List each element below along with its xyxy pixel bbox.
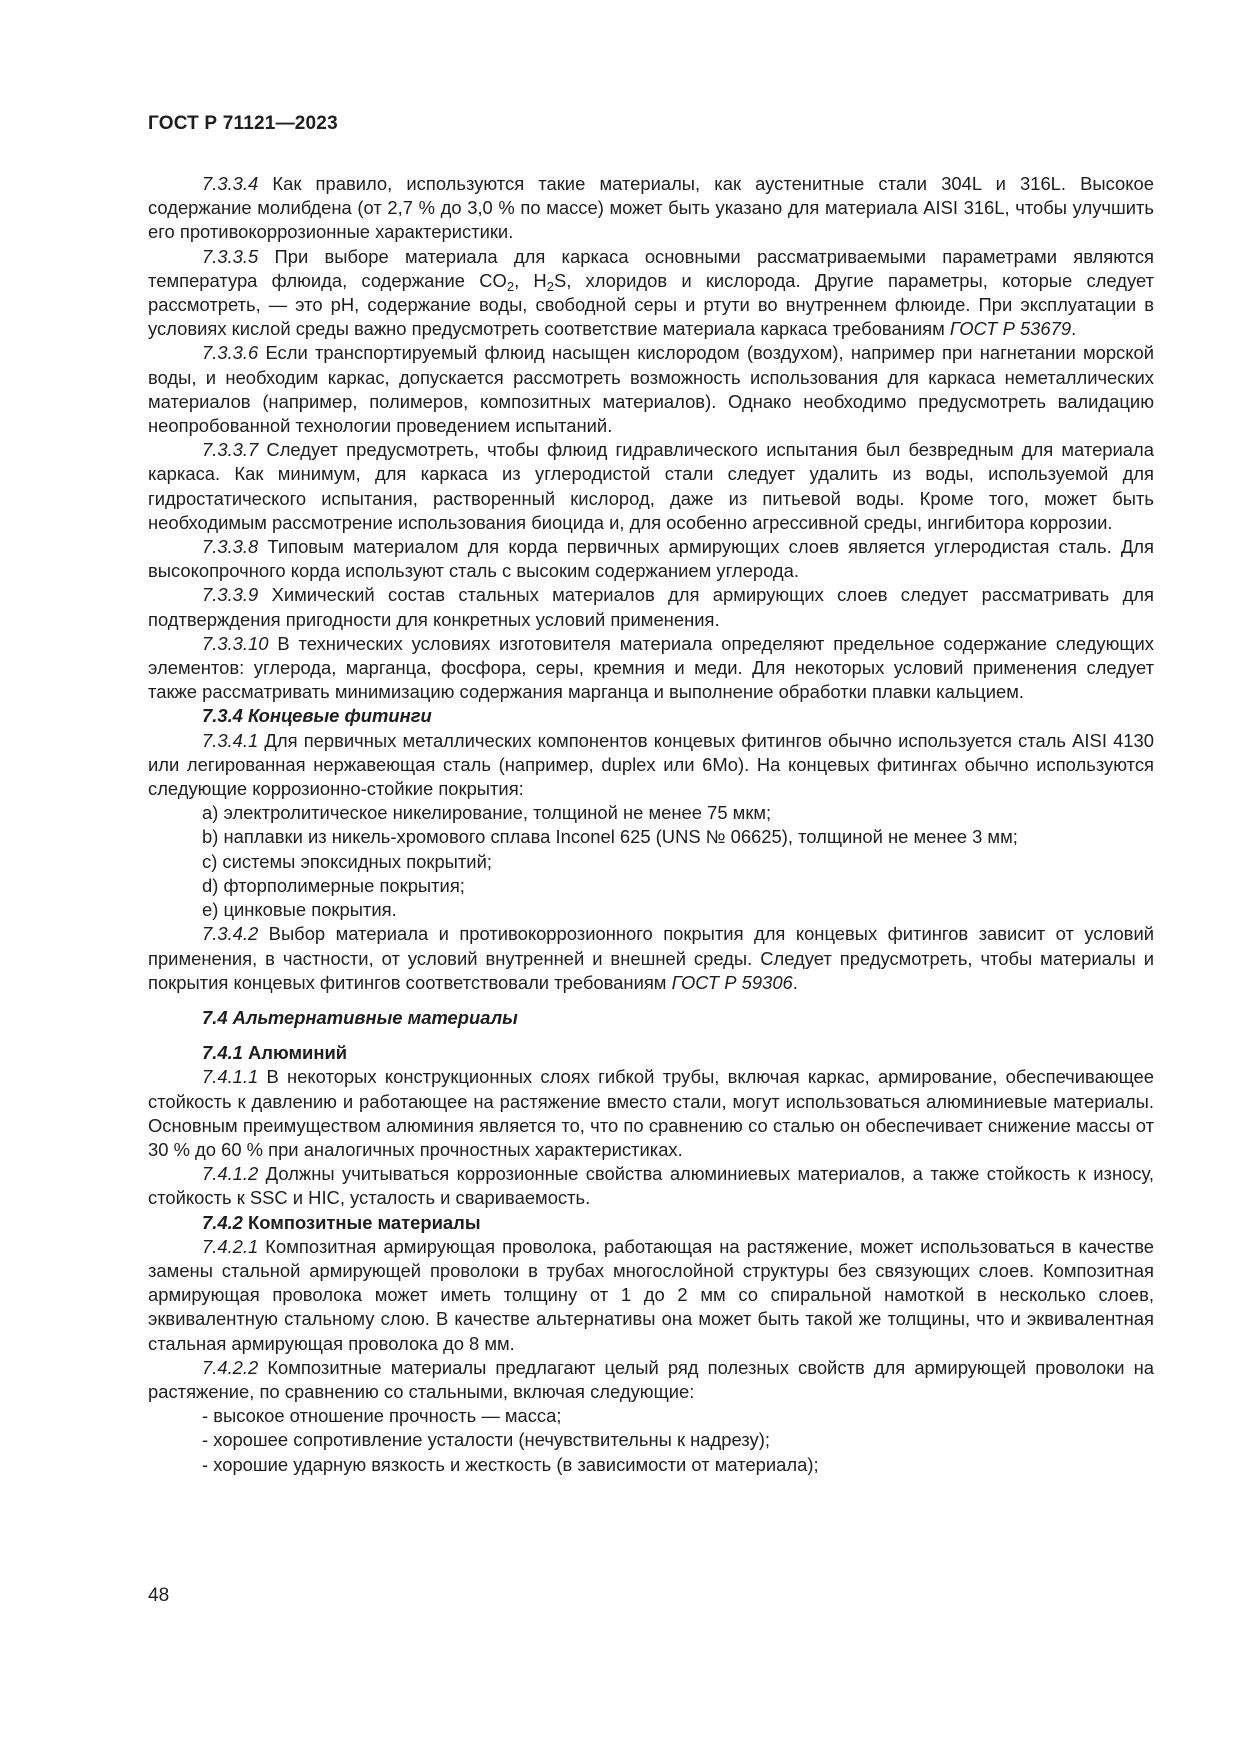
paragraph-text: . bbox=[792, 971, 798, 993]
paragraph-text: Если транспортируемый флюид насыщен кислородом (воздухом), например при нагнетании морской воды, и необходим каркас, допускается рассмотреть возможность использования для каркаса неметаллических материалов (например, полимеров, композитных материалов). Однако необходимо предусмотреть валидацию неопробованной технологии проведением испытаний. bbox=[148, 342, 1154, 437]
section-heading-7-3-4 bbox=[148, 704, 1154, 728]
clause-number: 7.4.1 bbox=[202, 1042, 243, 1064]
subsection-heading-7-4-2 bbox=[148, 1211, 1154, 1235]
clause-number: 7.3.4.1 bbox=[202, 729, 259, 751]
dash-list-item: - хорошее сопротивление усталости (нечувствительны к надрезу); bbox=[202, 1429, 770, 1451]
paragraph-7-4-2-2 bbox=[148, 1356, 1154, 1404]
paragraph-7-3-3-4 bbox=[148, 172, 1154, 245]
paragraph-7-3-3-7 bbox=[148, 438, 1154, 535]
clause-number: 7.3.3.6 bbox=[202, 342, 259, 364]
paragraph-text: Для первичных металлических компонентов концевых фитингов обычно используется сталь AISI 4130 или легированная нержавеющая сталь (например, duplex или 6Mo). На концевых фитингах обычно используются следующие коррозионно-стойкие покрытия: bbox=[148, 729, 1154, 800]
paragraph-text: Химический состав стальных материалов для армирующих слоев следует рассматривать для подтверждения пригодности для конкретных условий применения. bbox=[148, 584, 1154, 630]
subscript: 2 bbox=[546, 278, 554, 294]
clause-number: 7.3.3.5 bbox=[202, 245, 259, 267]
list-item: b) наплавки из никель-хромового сплава Inconel 625 (UNS № 06625), толщиной не менее 3 мм; bbox=[202, 826, 1018, 848]
subscript: 2 bbox=[506, 278, 515, 294]
page-number: 48 bbox=[148, 1585, 170, 1606]
section-heading: 7.4 Альтернативные материалы bbox=[202, 1006, 518, 1028]
paragraph-text: S, хлоридов и кислорода. Другие параметры, которые следует рассмотреть, — это pH, содержание воды, свободной серы и ртути во внутреннем флюиде. При эксплуатации в условиях кислой среды важно предусмотреть соответствие материала каркаса требованиям bbox=[148, 269, 1154, 340]
paragraph-7-3-3-5 bbox=[148, 245, 1154, 342]
paragraph-7-3-3-10 bbox=[148, 632, 1154, 705]
paragraph-text: Как правило, используются такие материалы, как аустенитные стали 304L и 316L. Высокое содержание молибдена (от 2,7 % до 3,0 % по массе) может быть указано для материала AISI 316L, чтобы улучшить его противокоррозионные характеристики. bbox=[148, 173, 1154, 243]
clause-number: 7.3.3.10 bbox=[202, 632, 269, 654]
clause-number: 7.4.2.2 bbox=[202, 1356, 259, 1378]
clause-number: 7.4.2 bbox=[202, 1211, 243, 1233]
list-item: c) системы эпоксидных покрытий; bbox=[202, 850, 492, 872]
paragraph-text: Следует предусмотреть, чтобы флюид гидравлического испытания был безвредным для материала каркаса. Как минимум, для каркаса из углеродистой стали следует удалить из воды, используемой для гидростатического испытания, растворенный кислород, даже из питьевой воды. Кроме того, может быть необходимым рассмотрение использования биоцида и, для особенно агрессивной среды, ингибитора коррозии. bbox=[148, 439, 1154, 533]
paragraph-text: Композитные материалы предлагают целый ряд полезных свойств для армирующей проволоки на растяжение, по сравнению со стальными, включая следующие: bbox=[148, 1356, 1154, 1402]
paragraph-7-3-3-6 bbox=[148, 341, 1154, 438]
paragraph-text: Выбор материала и противокоррозионного покрытия для концевых фитингов зависит от условий применения, в частности, от условий внутренней и внешней среды. Следует предусмотреть, чтобы материалы и покрытия концевых фитингов соответствовали требованиям bbox=[148, 923, 1154, 993]
document-body bbox=[148, 172, 1154, 1477]
clause-number: 7.3.3.9 bbox=[202, 584, 259, 606]
paragraph-text: . bbox=[1071, 318, 1077, 340]
list-item: d) фторполимерные покрытия; bbox=[202, 874, 465, 896]
subsection-title: Алюминий bbox=[242, 1042, 348, 1064]
clause-number: 7.3.3.8 bbox=[202, 536, 259, 558]
paragraph-text: , H bbox=[514, 269, 547, 291]
dash-list-item: - хорошие ударную вязкость и жесткость (в зависимости от материала); bbox=[202, 1453, 819, 1475]
subsection-title: Композитные материалы bbox=[242, 1211, 481, 1233]
section-heading: 7.3.4 Концевые фитинги bbox=[202, 705, 432, 727]
paragraph-text: В технических условиях изготовителя материала определяют предельное содержание следующих элементов: углерода, марганца, фосфора, серы, кремния и меди. Для некоторых условий применения следует также рассматривать минимизацию содержания марганца и выполнение обработки плавки кальцием. bbox=[148, 632, 1154, 703]
clause-number: 7.3.3.4 bbox=[202, 173, 259, 194]
clause-number: 7.4.1.2 bbox=[202, 1163, 259, 1185]
paragraph-7-3-4-2 bbox=[148, 922, 1154, 995]
dash-list-item: - высокое отношение прочность — масса; bbox=[202, 1405, 562, 1427]
subsection-heading-7-4-1 bbox=[148, 1041, 1154, 1065]
paragraph-7-4-1-1 bbox=[148, 1065, 1154, 1162]
paragraph-7-4-1-2 bbox=[148, 1162, 1154, 1210]
paragraph-7-3-4-1 bbox=[148, 729, 1154, 802]
standard-reference: ГОСТ Р 53679 bbox=[949, 318, 1072, 340]
document-code-header: ГОСТ Р 71121—2023 bbox=[148, 113, 338, 134]
paragraph-text: В некоторых конструкционных слоях гибкой трубы, включая каркас, армирование, обеспечивающее стойкость к давлению и работающее на растяжение вместо стали, могут использоваться алюминиевые материалы. Основным преимуществом алюминия является то, что по сравнению со сталью он обеспечивает снижение массы от 30 % до 60 % при аналогичных прочностных характеристиках. bbox=[148, 1066, 1154, 1160]
list-item: e) цинковые покрытия. bbox=[202, 899, 397, 921]
standard-reference: ГОСТ Р 59306 bbox=[671, 971, 793, 993]
paragraph-7-4-2-1 bbox=[148, 1235, 1154, 1356]
clause-number: 7.4.2.1 bbox=[202, 1235, 259, 1257]
section-heading-7-4 bbox=[148, 1006, 1154, 1030]
clause-number: 7.3.4.2 bbox=[202, 923, 259, 945]
clause-number: 7.3.3.7 bbox=[202, 439, 259, 461]
clause-number: 7.4.1.1 bbox=[202, 1066, 259, 1088]
paragraph-text: Типовым материалом для корда первичных армирующих слоев является углеродистая сталь. Для высокопрочного корда используют сталь с высоким содержанием углерода. bbox=[148, 536, 1154, 582]
list-item: a) электролитическое никелирование, толщиной не менее 75 мкм; bbox=[202, 802, 772, 824]
paragraph-text: Должны учитываться коррозионные свойства алюминиевых материалов, а также стойкость к износу, стойкость к SSC и HIC, усталость и свариваемость. bbox=[148, 1163, 1154, 1209]
paragraph-7-3-3-8 bbox=[148, 535, 1154, 583]
paragraph-text: Композитная армирующая проволока, работающая на растяжение, может использоваться в качестве замены стальной армирующей проволоки в трубах многослойной структуры без связующих слоев. Композитная армирующая проволока может иметь толщину от 1 до 2 мм со спиральной намоткой в несколько слоев, эквивалентную стальному слою. В качестве альтернативы она может быть такой же толщины, что и эквивалентная стальная армирующая проволока до 8 мм. bbox=[148, 1235, 1154, 1354]
paragraph-7-3-3-9 bbox=[148, 583, 1154, 631]
paragraph-text: При выборе материала для каркаса основными рассматриваемыми параметрами являются температура флюида, содержание CO bbox=[148, 245, 1154, 291]
